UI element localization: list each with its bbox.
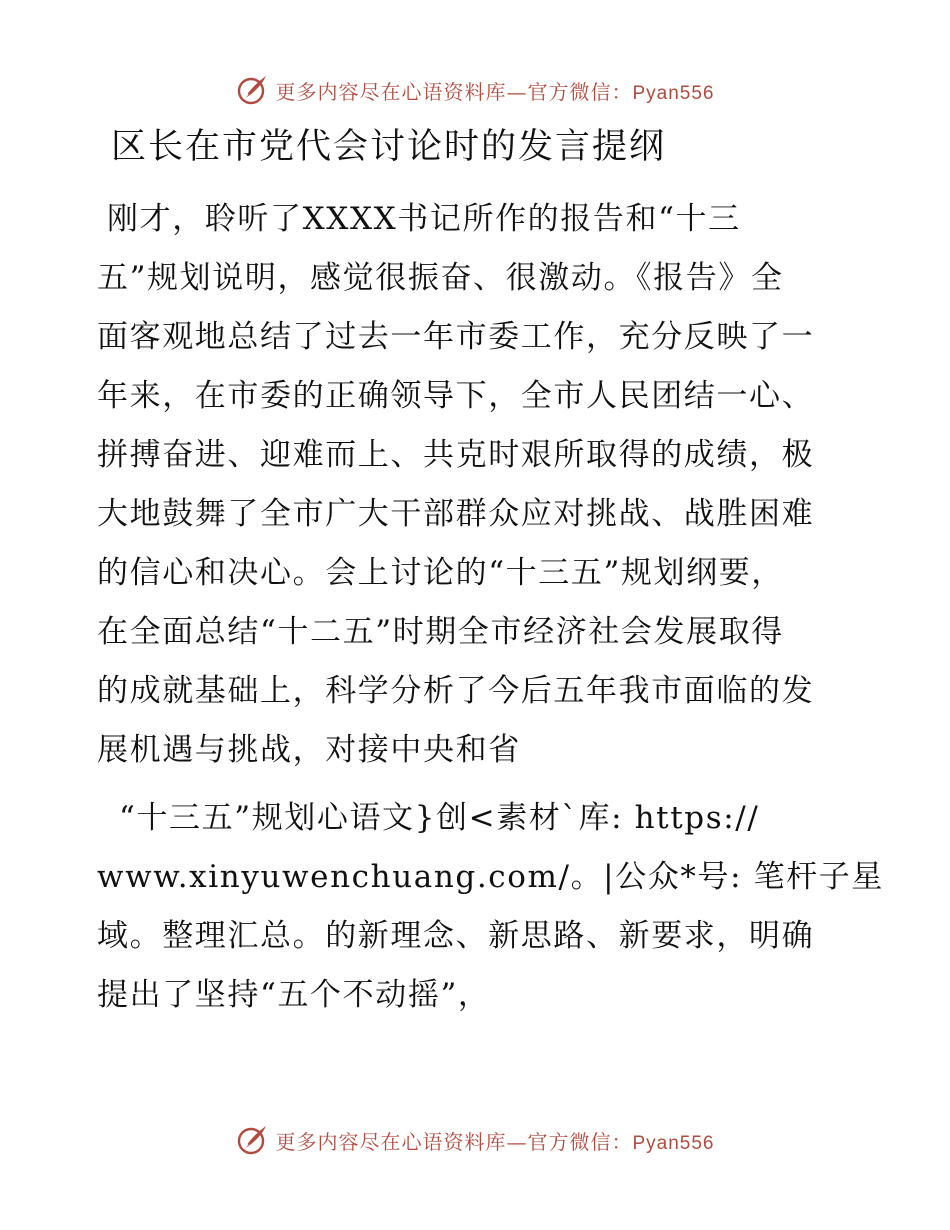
text-line: 面客观地总结了过去一年市委工作，充分反映了一 [97, 319, 815, 355]
text-line: 的信心和决心。会上讨论的“十三五”规划纲要， [97, 555, 784, 591]
quill-pen-logo-icon [235, 1123, 269, 1157]
watermark-text [275, 1126, 714, 1155]
text-line: 展机遇与挑战，对接中央和省 [97, 732, 521, 768]
text-line: 提出了坚持“五个不动摇”， [97, 977, 491, 1013]
footer-watermark-banner [0, 1120, 950, 1160]
text-line: 刚才，聆听了XXXX书记所作的报告和“十三 [107, 201, 741, 237]
watermark-site-text: 更多内容尽在心语资料库—官方微信： [275, 1129, 633, 1154]
text-line: 五”规划说明，感觉很振奋、很激动。《报告》全 [97, 260, 784, 296]
document-title: 区长在市党代会讨论时的发言提纲 [111, 127, 667, 167]
text-line: 的成就基础上，科学分析了今后五年我市面临的发 [97, 673, 815, 709]
text-line: 在全面总结“十二五”时期全市经济社会发展取得 [97, 614, 784, 650]
text-line: 年来，在市委的正确领导下，全市人民团结一心、 [97, 378, 815, 414]
text-line: 大地鼓舞了全市广大干部群众应对挑战、战胜困难 [97, 496, 815, 532]
text-line: 拼搏奋进、迎难而上、共克时艰所取得的成绩，极 [97, 437, 815, 473]
text-line: “十三五”规划心语文}创<素材`库: https:// [119, 800, 760, 836]
watermark-text [275, 76, 714, 105]
header-watermark-banner [0, 70, 950, 110]
text-line: 域。整理汇总。的新理念、新思路、新要求，明确 [97, 918, 815, 954]
text-line: www.xinyuwenchuang.com/。|公众*号: 笔杆子星 [97, 859, 885, 895]
quill-pen-logo-icon [235, 73, 269, 107]
watermark-contact-id: Pyan556 [632, 82, 715, 104]
body-paragraph-2 [97, 789, 885, 1025]
body-paragraph-1 [97, 190, 857, 780]
watermark-site-text: 更多内容尽在心语资料库—官方微信： [275, 79, 633, 104]
watermark-contact-id: Pyan556 [632, 1132, 715, 1154]
